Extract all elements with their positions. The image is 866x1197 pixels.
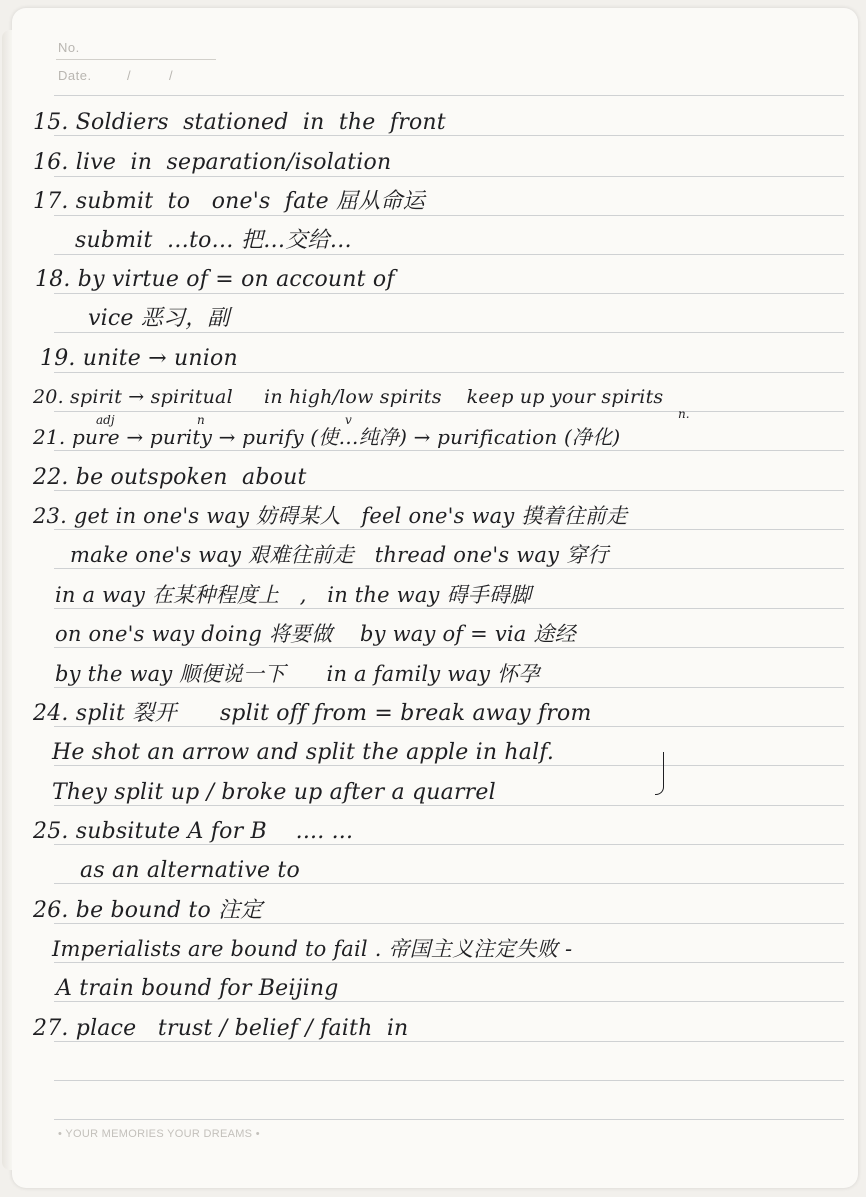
- no-label: No.: [58, 40, 80, 55]
- note-line-26-example: A train bound for Beijing: [56, 976, 339, 1001]
- ruled-line: [54, 1001, 844, 1002]
- note-line-18-sub: vice 恶习，副: [88, 306, 230, 331]
- annotation-n: n: [197, 413, 205, 427]
- pen-stroke: [655, 752, 664, 795]
- ruled-line: [54, 962, 844, 963]
- note-line-19: 19. unite → union: [40, 346, 238, 371]
- note-line-20: 20. spirit → spiritual in high/low spirits keep up your spirits: [33, 386, 664, 408]
- ruled-line: [54, 215, 844, 216]
- note-line-22: 22. be outspoken about: [33, 465, 307, 490]
- note-line-27: 27. place trust / belief / faith in: [33, 1016, 409, 1041]
- ruled-line: [54, 135, 844, 136]
- annotation-v: v: [345, 413, 352, 427]
- ruled-line: [54, 647, 844, 648]
- note-line-17: 17. submit to one's fate 屈从命运: [33, 189, 425, 214]
- ruled-line: [54, 726, 844, 727]
- footer-bullet: •: [58, 1128, 63, 1140]
- note-line-24-example: They split up / broke up after a quarrel: [52, 780, 496, 805]
- ruled-line: [54, 805, 844, 806]
- ruled-line: [54, 293, 844, 294]
- ruled-line: [54, 490, 844, 491]
- ruled-line: [54, 332, 844, 333]
- note-line-17-sub: submit …to… 把…交给…: [75, 228, 352, 253]
- ruled-line: [54, 450, 844, 451]
- no-line: [56, 59, 216, 60]
- ruled-line: [54, 372, 844, 373]
- note-line-15: 15. Soldiers stationed in the front: [33, 110, 446, 135]
- ruled-line: [54, 844, 844, 845]
- date-separator: /: [169, 68, 173, 83]
- note-line-18: 18. by virtue of = on account of: [35, 267, 395, 292]
- page-edge: [2, 30, 12, 1170]
- ruled-line: [54, 765, 844, 766]
- note-line-23-sub: make one's way 艰难往前走 thread one's way 穿行: [70, 543, 609, 567]
- ruled-line: [54, 923, 844, 924]
- note-line-24-example: He shot an arrow and split the apple in half.: [52, 740, 555, 765]
- annotation-n: n.: [678, 407, 690, 421]
- note-line-25: 25. subsitute A for B .... ...: [33, 819, 354, 844]
- footer-bullet: •: [255, 1128, 260, 1140]
- footer-text: YOUR MEMORIES YOUR DREAMS: [65, 1128, 253, 1140]
- ruled-line: [54, 883, 844, 884]
- note-line-26-example: Imperialists are bound to fail . 帝国主义注定失败 -: [52, 937, 573, 961]
- note-line-23-sub: on one's way doing 将要做 by way of = via 途经: [55, 622, 576, 646]
- ruled-line: [54, 1041, 844, 1042]
- footer-slogan: [58, 1128, 260, 1140]
- note-line-21: 21. pure → purity → purify (使…纯净) → purification (净化): [33, 425, 621, 449]
- ruled-line: [54, 95, 844, 96]
- ruled-line: [54, 254, 844, 255]
- note-line-23-sub: in a way 在某种程度上 , in the way 碍手碍脚: [55, 583, 532, 607]
- ruled-line: [54, 1080, 844, 1081]
- note-line-23-sub: by the way 顺便说一下 in a family way 怀孕: [55, 662, 540, 686]
- ruled-line: [54, 687, 844, 688]
- date-separator: /: [127, 68, 131, 83]
- note-line-25-sub: as an alternative to: [80, 858, 300, 883]
- date-label: Date.: [58, 68, 92, 83]
- note-line-24: 24. split 裂开 split off from = break away from: [33, 701, 592, 726]
- ruled-line: [54, 1119, 844, 1120]
- ruled-line: [54, 568, 844, 569]
- note-line-16: 16. live in separation/isolation: [33, 150, 392, 175]
- note-line-26: 26. be bound to 注定: [33, 898, 263, 923]
- annotation-adj: adj: [96, 413, 115, 427]
- note-line-23: 23. get in one's way 妨碍某人 feel one's way 摸着往前走: [33, 504, 628, 528]
- ruled-line: [54, 608, 844, 609]
- ruled-line: [54, 411, 844, 412]
- ruled-line: [54, 176, 844, 177]
- ruled-line: [54, 529, 844, 530]
